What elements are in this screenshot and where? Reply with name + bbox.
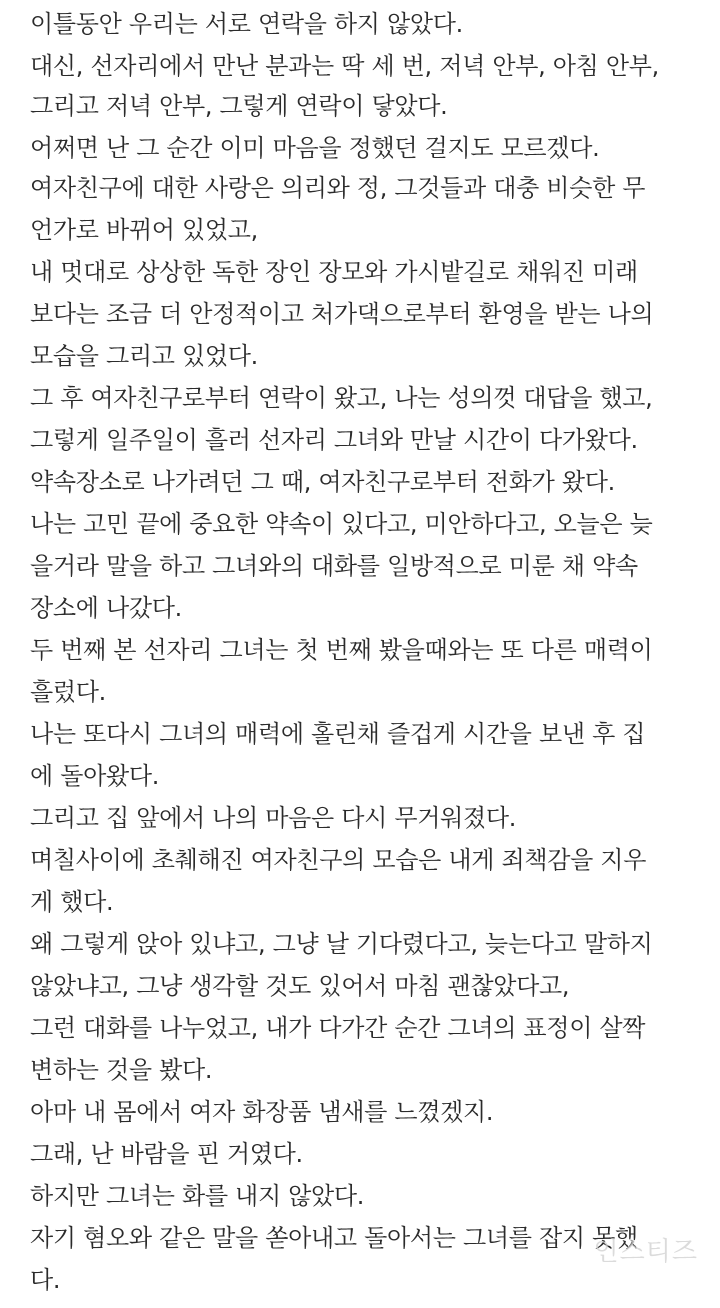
text-line: 게 했다.: [30, 888, 114, 916]
text-line: 두 번째 본 선자리 그녀는 첫 번째 봤을때와는 또 다른 매력이: [30, 636, 653, 664]
text-line: 그렇게 일주일이 흘러 선자리 그녀와 만날 시간이 다가왔다.: [30, 426, 638, 454]
text-line: 에 돌아왔다.: [30, 762, 160, 790]
text-line: 그 후 여자친구로부터 연락이 왔고, 나는 성의껏 대답을 했고,: [30, 384, 653, 412]
text-line: 내 멋대로 상상한 독한 장인 장모와 가시밭길로 채워진 미래: [30, 258, 638, 286]
text-line: 그래, 난 바람을 핀 거였다.: [30, 1140, 303, 1168]
text-line: 다.: [30, 1266, 61, 1294]
site-watermark: 인스티즈: [593, 1237, 698, 1267]
text-line: 흘렀다.: [30, 678, 106, 706]
text-line: 약속장소로 나가려던 그 때, 여자친구로부터 전화가 왔다.: [30, 468, 615, 496]
text-line: 하지만 그녀는 화를 내지 않았다.: [30, 1182, 365, 1210]
text-line: 을거라 말을 하고 그녀와의 대화를 일방적으로 미룬 채 약속: [30, 552, 638, 580]
text-line: 며칠사이에 초췌해진 여자친구의 모습은 내게 죄책감을 지우: [30, 846, 647, 874]
text-line: 보다는 조금 더 안정적이고 처가댁으로부터 환영을 받는 나의: [30, 300, 654, 328]
text-line: 변하는 것을 봤다.: [30, 1056, 213, 1084]
text-line: 모습을 그리고 있었다.: [30, 342, 258, 370]
text-line: 어쩌면 난 그 순간 이미 마음을 정했던 걸지도 모르겠다.: [30, 134, 600, 162]
text-line: 대신, 선자리에서 만난 분과는 딱 세 번, 저녁 안부, 아침 안부,: [30, 52, 659, 80]
text-line: 아마 내 몸에서 여자 화장품 냄새를 느꼈겠지.: [30, 1098, 494, 1126]
text-line: 이틀동안 우리는 서로 연락을 하지 않았다.: [30, 10, 464, 38]
text-line: 자기 혐오와 같은 말을 쏟아내고 돌아서는 그녀를 잡지 못했: [30, 1224, 638, 1252]
text-line: 그런 대화를 나누었고, 내가 다가간 순간 그녀의 표정이 살짝: [30, 1014, 646, 1042]
text-line: 언가로 바뀌어 있었고,: [30, 216, 258, 244]
text-line: 그리고 저녁 안부, 그렇게 연락이 닿았다.: [30, 92, 448, 120]
text-line: 그리고 집 앞에서 나의 마음은 다시 무거워졌다.: [30, 804, 517, 832]
text-line: 나는 고민 끝에 중요한 약속이 있다고, 미안하다고, 오늘은 늦: [30, 510, 653, 538]
text-line: 나는 또다시 그녀의 매력에 홀린채 즐겁게 시간을 보낸 후 집: [30, 720, 646, 748]
text-line: 왜 그렇게 앉아 있냐고, 그냥 날 기다렸다고, 늦는다고 말하지: [30, 930, 653, 958]
text-line: 않았냐고, 그냥 생각할 것도 있어서 마침 괜찮았다고,: [30, 972, 570, 1000]
text-line: 장소에 나갔다.: [30, 594, 182, 622]
text-line: 여자친구에 대한 사랑은 의리와 정, 그것들과 대충 비슷한 무: [30, 174, 646, 202]
